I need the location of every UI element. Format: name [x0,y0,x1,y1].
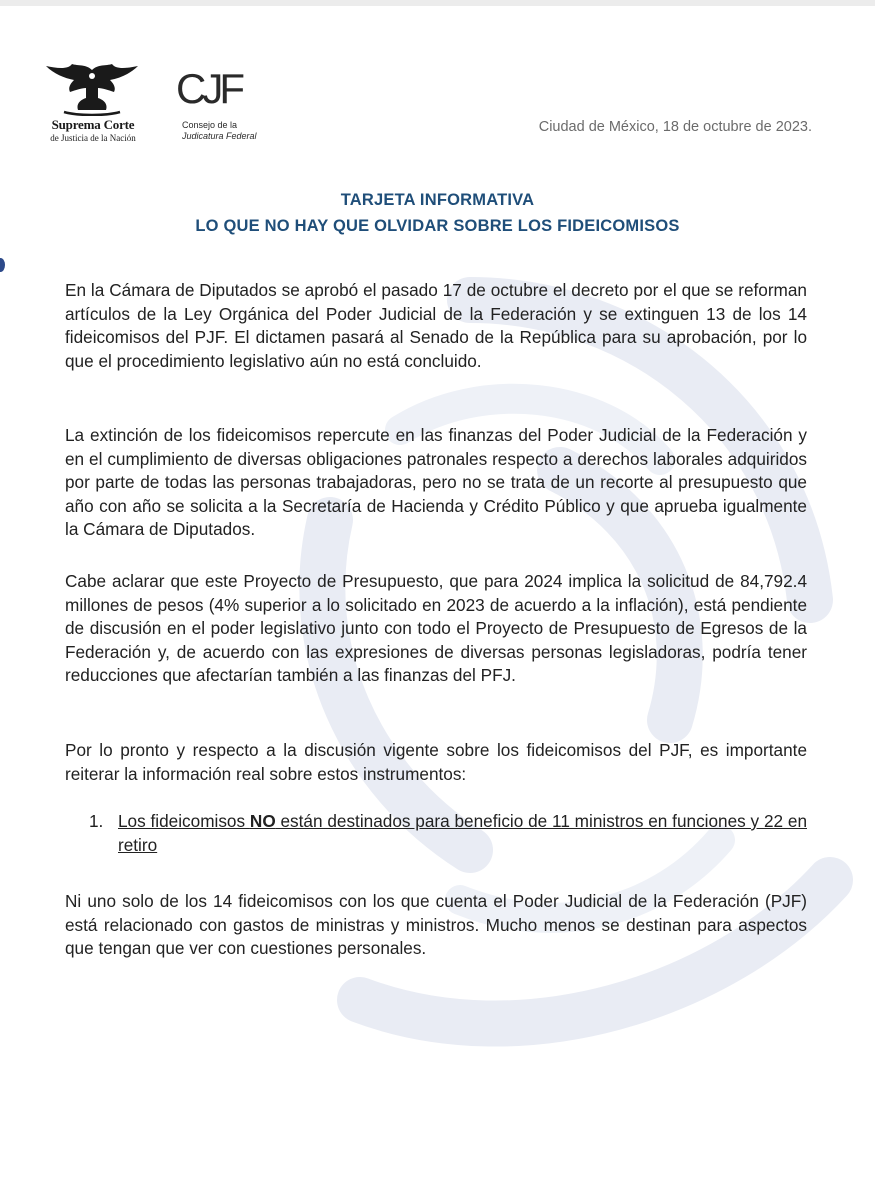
list-text-emphasis: NO [249,811,276,831]
scjn-subtitle: de Justicia de la Nación [50,133,136,143]
list-item-text [118,810,807,857]
cjf-logo-mark: CJF [176,65,241,112]
cjf-name-line1: Consejo de la [182,120,238,130]
list-text-after: están destinados para beneficio de 11 ministros en funciones y 22 en retiro [118,811,807,855]
paragraph-3: Cabe aclarar que este Proyecto de Presupuesto, que para 2024 implica la solicitud de 84,792.4 millones de pesos (4% superior a lo solicitado en 2023 de acuerdo a la inflación), está pendiente de discusión en el poder legislativo junto con todo el Proyecto de Presupuesto de Egresos de la Federación y, de acuerdo con las expresiones de diversas personas legisladoras, podría tener reducciones que afectarían también a las finanzas del PFJ. [65,571,807,685]
cjf-logo [170,66,260,150]
document-date: Ciudad de México, 18 de octubre de 2023. [538,119,812,135]
document-title: TARJETA INFORMATIVA [340,191,535,209]
document-subtitle: LO QUE NO HAY QUE OLVIDAR SOBRE LOS FIDEICOMISOS [195,217,680,235]
paragraph-4: Por lo pronto y respecto a la discusión vigente sobre los fideicomisos del PJF, es importante reiterar la información real sobre estos instrumentos: [65,740,807,784]
paragraph-2: La extinción de los fideicomisos repercute en las finanzas del Poder Judicial de la Federación y en el cumplimiento de diversas obligaciones patronales respecto a derechos laborales adquiridos por parte de todas las personas trabajadoras, pero no se trata de un recorte al presupuesto que año con año se solicita a la Secretaría de Hacienda y Crédito Público y que aprueba igualmente la Cámara de Diputados. [65,425,807,539]
eagle-emblem-icon [42,62,142,116]
list-text-before: Los fideicomisos [118,811,250,831]
paragraph-1: En la Cámara de Diputados se aprobó el pasado 17 de octubre el decreto por el que se reforman artículos de la Ley Orgánica del Poder Judicial de la Federación y se extinguen 13 de los 14 fideicomisos del PJF. El dictamen pasará al Senado de la República para su aprobación, por lo que el procedimiento legislativo aún no está concluido. [65,280,807,371]
scjn-name: Suprema Corte [51,117,135,132]
scjn-logo [38,62,148,148]
paragraph-5: Ni uno solo de los 14 fideicomisos con los que cuenta el Poder Judicial de la Federación (PJF) está relacionado con gastos de ministras y ministros. Mucho menos se destinan para aspectos que tengan que ver con cuestiones personales. [65,891,807,958]
list-number: 1. [89,811,104,831]
cjf-name-line2: Judicatura Federal [182,131,257,141]
